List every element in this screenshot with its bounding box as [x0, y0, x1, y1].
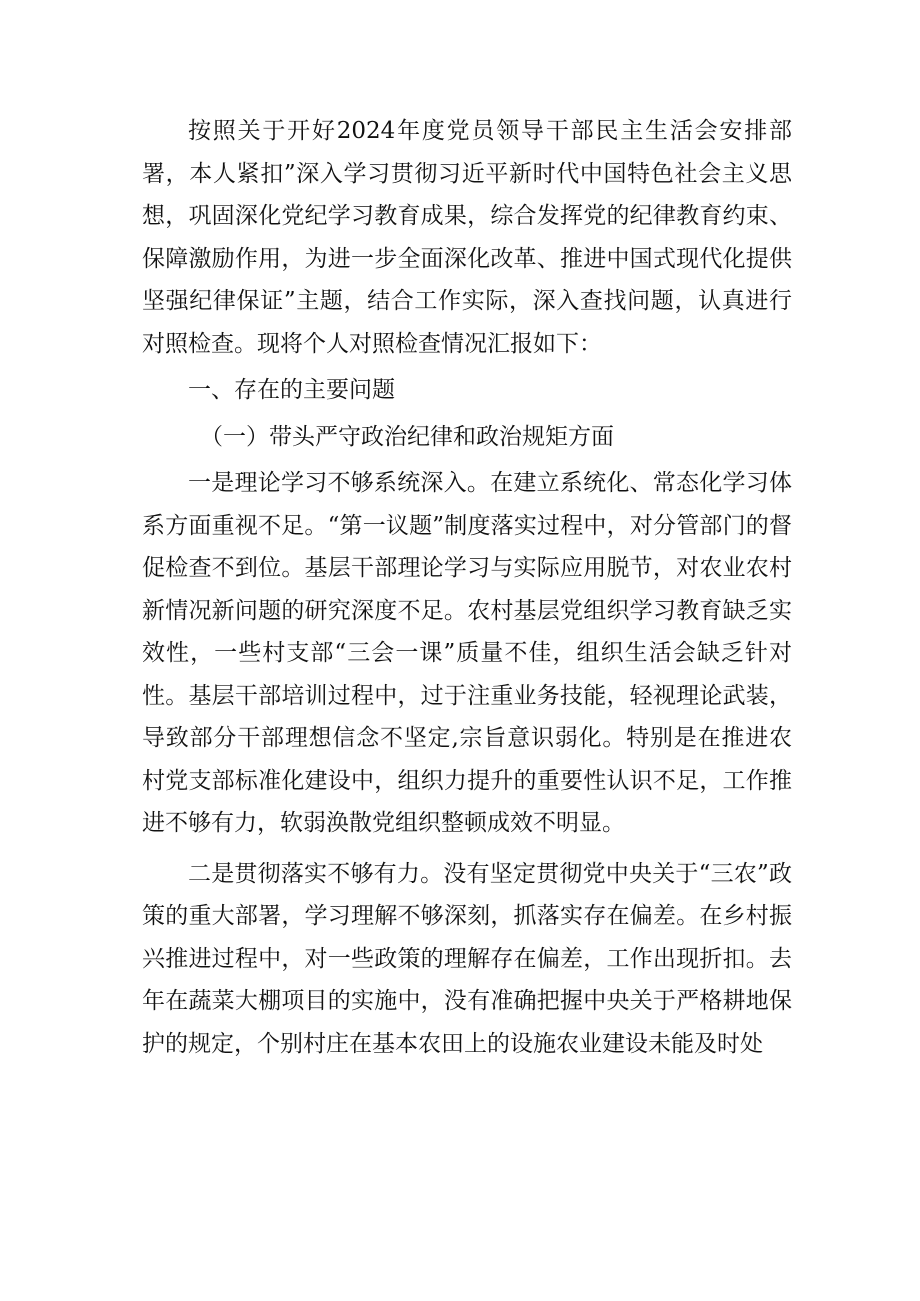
document-body	[142, 110, 792, 1065]
intro-paragraph: 按照关于开好2024年度党员领导干部民主生活会安排部署，本人紧扣”深入学习贯彻习近平新时代中国特色社会主义思想，巩固深化党纪学习教育成果，综合发挥党的纪律教育约束、保障激励作用，为进一步全面深化改革、推进中国式现代化提供坚强纪律保证”主题，结合工作实际，深入查找问题，认真进行对照检查。现将个人对照检查情况汇报如下：	[142, 118, 792, 357]
body-paragraph-1: 一是理论学习不够系统深入。在建立系统化、常态化学习体系方面重视不足。“第一议题”制度落实过程中，对分管部门的督促检查不到位。基层干部理论学习与实际应用脱节，对农业农村新情况新问题的研究深度不足。农村基层党组织学习教育缺乏实效性，一些村支部“三会一课”质量不佳，组织生活会缺乏针对性。基层干部培训过程中，过于注重业务技能，轻视理论武装，导致部分干部理想信念不坚定,宗旨意识弱化。特别是在推进农村党支部标准化建设中，组织力提升的重要性认识不足，工作推进不够有力，软弱涣散党组织整顿成效不明显。	[142, 470, 792, 836]
sub-heading: （一）带头严守政治纪律和政治规矩方面	[200, 423, 614, 450]
body-paragraph-2: 二是贯彻落实不够有力。没有坚定贯彻党中央关于“三农”政策的重大部署，学习理解不够深刻，抓落实存在偏差。在乡村振兴推进过程中，对一些政策的理解存在偏差，工作出现折扣。去年在蔬菜大棚项目的实施中，没有准确把握中央关于严格耕地保护的规定，个别村庄在基本农田上的设施农业建设未能及时处	[142, 860, 792, 1057]
section-heading: 一、存在的主要问题	[188, 377, 395, 403]
